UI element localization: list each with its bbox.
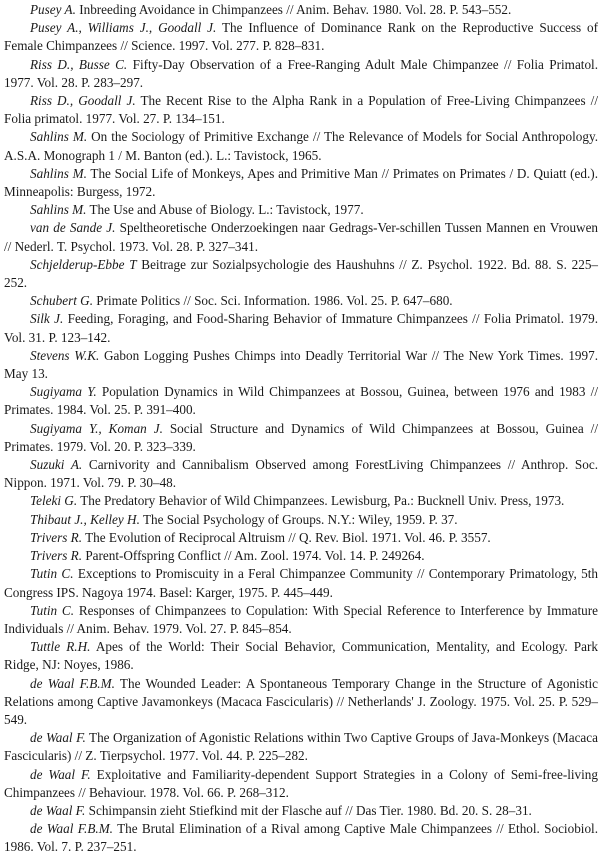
reference-author: Sugiyama Y. <box>30 384 97 400</box>
reference-entry <box>4 766 598 802</box>
reference-entry <box>4 383 598 419</box>
reference-entry <box>4 292 598 310</box>
reference-author: de Waal F. <box>30 766 91 782</box>
reference-entry <box>4 456 598 492</box>
reference-entry <box>4 802 598 820</box>
reference-entry <box>4 1 598 19</box>
reference-author: Tuttle R.H. <box>30 639 91 655</box>
reference-text: Primate Politics // Soc. Sci. Information. 1986. Vol. 25. P. 647–680. <box>96 293 453 309</box>
reference-entry <box>4 565 598 601</box>
reference-text: Gabon Logging Pushes Chimps into Deadly Territorial War // The New York Times. 1997. May 13. <box>4 347 598 382</box>
reference-author: Teleki G. <box>30 493 78 509</box>
reference-author: Tutin C. <box>30 566 74 582</box>
reference-text: Exceptions to Promiscuity in a Feral Chimpanzee Community // Contemporary Primatology, 5th Congress IPS. Nagoya 1974. Basel: Karger, 1975. P. 445–449. <box>4 566 598 600</box>
reference-text: Schimpansin zieht Stiefkind mit der Flasche auf // Das Tier. 1980. Bd. 20. S. 28–31. <box>88 802 532 818</box>
reference-entry <box>4 529 598 547</box>
reference-text: Population Dynamics in Wild Chimpanzees at Bossou, Guinea, between 1976 and 1983 // Primates. 1984. Vol. 25. P. 391–400. <box>4 384 598 418</box>
reference-author: de Waal F.B.M. <box>30 675 115 691</box>
reference-author: Schjelderup-Ebbe T <box>30 256 137 272</box>
reference-author: Riss D., Goodall J. <box>30 93 136 109</box>
reference-text: The Influence of Dominance Rank on the Reproductive Success of Female Chimpanzees // Science. 1997. Vol. 277. P. 828–831. <box>4 20 598 54</box>
reference-author: Silk J. <box>30 311 64 327</box>
reference-text: Feeding, Foraging, and Food-Sharing Behavior of Immature Chimpanzees // Folia Primatol. 1979. Vol. 31. P. 123–142. <box>4 311 598 345</box>
reference-entry <box>4 256 598 292</box>
reference-text: The Social Psychology of Groups. N.Y.: Wiley, 1959. P. 37. <box>142 511 458 527</box>
reference-entry <box>4 729 598 765</box>
reference-text: The Use and Abuse of Biology. L.: Tavistock, 1977. <box>89 202 364 218</box>
reference-text: Fifty-Day Observation of a Free-Ranging Adult Male Chimpanzee // Folia Primatol. 1977. Vol. 28. P. 283–297. <box>4 56 599 90</box>
reference-entry <box>4 347 598 383</box>
reference-author: Riss D., Busse C. <box>30 56 128 72</box>
reference-text: Speltheoretische Onderzoekingen naar Gedrags-Ver-schillen Tussen Mannen en Vrouwen // Nederl. T. Psychol. 1973. Vol. 28. P. 327–341. <box>4 220 599 254</box>
reference-entry <box>4 92 598 128</box>
reference-author: Tutin C. <box>30 602 75 618</box>
reference-author: Sahlins M. <box>30 202 87 218</box>
reference-entry <box>4 602 598 638</box>
reference-text: The Wounded Leader: A Spontaneous Temporary Change in the Structure of Agonistic Relations among Captive Javamonkeys (Macaca Fascicularis) // Netherlands' J. Zoology. 1975. Vol. 25. P. 529–549. <box>4 675 598 727</box>
reference-text: Inbreeding Avoidance in Chimpanzees // Anim. Behav. 1980. Vol. 28. P. 543–552. <box>79 2 512 17</box>
reference-author: Pusey A. <box>30 2 76 17</box>
reference-entry <box>4 19 598 55</box>
reference-text: The Predatory Behavior of Wild Chimpanzees. Lewisburg, Pa.: Bucknell Univ. Press, 1973. <box>80 493 565 509</box>
reference-entry <box>4 420 598 456</box>
reference-entry <box>4 165 598 201</box>
reference-text: The Brutal Elimination of a Rival among Captive Male Chimpanzees // Ethol. Sociobiol. 1986. Vol. 7. P. 237–251. <box>4 821 599 855</box>
reference-text: Responses of Chimpanzees to Copulation: With Special Reference to Interference by Immature Individuals // Anim. Behav. 1979. Vol. 27. P. 845–854. <box>4 602 598 636</box>
reference-author: de Waal F. <box>30 802 86 818</box>
reference-author: de Waal F. <box>30 730 86 746</box>
reference-entry <box>4 56 598 92</box>
reference-text: Parent-Offspring Conflict // Am. Zool. 1974. Vol. 14. P. 249264. <box>85 548 425 564</box>
reference-entry <box>4 675 598 730</box>
reference-author: de Waal F.B.M. <box>30 821 113 837</box>
reference-entry <box>4 219 598 255</box>
reference-entry <box>4 547 598 565</box>
reference-author: Sahlins M. <box>30 129 88 145</box>
reference-author: Suzuki A. <box>30 457 83 473</box>
reference-entry <box>4 128 598 164</box>
reference-text: The Evolution of Reciprocal Altruism // Q. Rev. Biol. 1971. Vol. 46. P. 3557. <box>85 529 491 545</box>
reference-author: Trivers R. <box>30 529 83 545</box>
reference-author: van de Sande J. <box>30 220 116 236</box>
reference-author: Sugiyama Y., Koman J. <box>30 420 163 436</box>
reference-author: Pusey A., Williams J., Goodall J. <box>30 20 217 36</box>
reference-text: Apes of the World: Their Social Behavior, Communication, Mentality, and Ecology. Park Ridge, NJ: Noyes, 1986. <box>4 639 598 673</box>
reference-entry <box>4 820 598 856</box>
reference-text: Exploitative and Familiarity-dependent Support Strategies in a Colony of Semi-free-living Chimpanzees // Behaviour. 1978. Vol. 66. P. 268–312. <box>4 766 598 800</box>
reference-entry <box>4 492 598 510</box>
reference-author: Sahlins M. <box>30 165 87 181</box>
reference-text: Carnivority and Cannibalism Observed among ForestLiving Chimpanzees // Anthrop. Soc. Nippon. 1971. Vol. 79. P. 30–48. <box>4 457 599 491</box>
reference-author: Trivers R. <box>30 548 83 564</box>
reference-text: On the Sociology of Primitive Exchange // The Relevance of Models for Social Anthropology. A.S.A. Monograph 1 / M. Banton (ed.). L.: Tavistock, 1965. <box>4 129 598 163</box>
reference-text: The Recent Rise to the Alpha Rank in a Population of Free-Living Chimpanzees // Folia primatol. 1977. Vol. 27. P. 134–151. <box>4 93 599 127</box>
reference-text: Beitrage zur Sozialpsychologie des Haushuhns // Z. Psychol. 1922. Bd. 88. S. 225–252. <box>4 256 599 291</box>
reference-text: The Organization of Agonistic Relations within Two Captive Groups of Java-Monkeys (Macaca Fascicularis) // Z. Tierpsychol. 1977. Vol. 44. P. 225–282. <box>4 730 598 764</box>
reference-entry <box>4 201 598 219</box>
reference-author: Schubert G. <box>30 293 93 309</box>
reference-entry <box>4 638 598 674</box>
reference-entry <box>4 310 598 346</box>
reference-text: Social Structure and Dynamics of Wild Chimpanzees at Bossou, Guinea // Primates. 1979. Vol. 20. P. 323–339. <box>4 420 598 454</box>
reference-author: Thibaut J., Kelley H. <box>30 511 140 527</box>
reference-text: The Social Life of Monkeys, Apes and Primitive Man // Primates on Primates / D. Quiatt (ed.). Minneapolis: Burgess, 1972. <box>4 165 598 200</box>
reference-author: Stevens W.K. <box>30 347 100 363</box>
reference-entry <box>4 511 598 529</box>
